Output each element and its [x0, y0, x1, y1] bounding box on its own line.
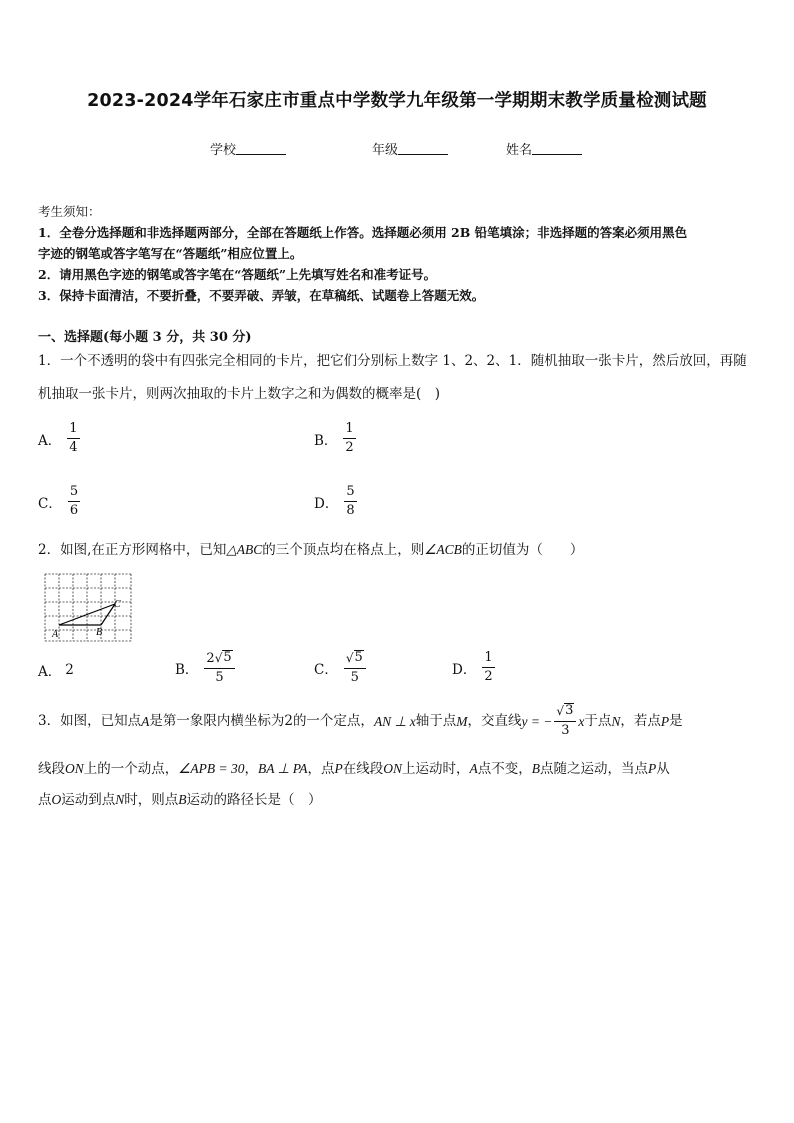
- option-label: B．: [175, 662, 199, 678]
- point-p: P: [648, 761, 657, 776]
- numerator: 1: [343, 421, 355, 439]
- triangle-abc: △ABC: [226, 542, 263, 557]
- vertex-label-a: A: [52, 629, 59, 640]
- q3-text: 轴于点: [415, 712, 457, 729]
- notice-item: 3．保持卡面清洁，不要折叠，不要弄破、弄皱，在草稿纸、试题卷上答题无效。: [38, 288, 485, 303]
- point-n: N: [115, 792, 125, 807]
- denominator: 3: [561, 723, 570, 738]
- fraction: [344, 484, 356, 519]
- angle-apb: ∠APB = 30: [178, 761, 245, 776]
- q2-option-d[interactable]: [452, 650, 495, 685]
- option-label: D．: [452, 661, 477, 678]
- numerator: [554, 703, 576, 722]
- q3-text: ，: [244, 761, 258, 777]
- radicand: 3: [565, 703, 574, 718]
- sqrt: √ 3: [556, 703, 574, 718]
- numerator: [344, 650, 366, 669]
- q3-text: 运动的路径长是（ ）: [186, 792, 322, 808]
- question-3-line-1: [38, 703, 760, 739]
- segment-on: ON: [383, 761, 402, 776]
- section-heading: 一、选择题(每小题 3 分，共 30 分): [38, 330, 252, 345]
- point-n: N: [611, 713, 621, 729]
- fraction: [204, 650, 234, 686]
- notice-item: 字迹的钢笔或答字笔写在“答题纸”相应位置上。: [38, 246, 303, 261]
- grade-blank[interactable]: [398, 142, 448, 155]
- denominator: 5: [350, 670, 359, 685]
- numerator: 5: [344, 484, 356, 502]
- grade-label: 年级: [372, 143, 399, 158]
- point-a: A: [469, 761, 478, 776]
- grade-field: [372, 139, 448, 158]
- vertex-label-b: B: [96, 627, 103, 638]
- numerator: 1: [67, 421, 79, 439]
- fraction: [68, 484, 80, 519]
- q2-text: 2．如图,在正方形网格中，已知: [38, 542, 227, 558]
- q1-option-d[interactable]: [314, 484, 357, 519]
- numerator: [204, 650, 234, 669]
- an-perp-x: AN ⊥ x: [373, 713, 416, 729]
- vertex-label-c: C: [114, 599, 121, 610]
- name-field: [506, 139, 582, 158]
- point-b: B: [178, 792, 187, 807]
- fraction: [482, 650, 494, 685]
- sqrt: √ 5: [345, 650, 363, 665]
- q3-number: 2: [284, 712, 293, 729]
- grid-figure: [44, 573, 134, 645]
- fraction: [343, 421, 355, 456]
- denominator: 2: [484, 669, 493, 684]
- q3-text: 上运动时，: [402, 761, 470, 777]
- angle-acb: ∠ACB: [424, 542, 462, 557]
- q3-text: 从: [656, 761, 670, 777]
- radicand: 5: [223, 650, 232, 665]
- fraction: [554, 703, 576, 739]
- q3-text: 的一个定点，: [292, 712, 374, 729]
- school-blank[interactable]: [236, 142, 286, 155]
- option-label: B．: [314, 432, 338, 449]
- q1-option-c[interactable]: [38, 484, 80, 519]
- q2-option-c[interactable]: [314, 650, 366, 686]
- q2-text: 的三个顶点均在格点上，则: [262, 542, 425, 558]
- fraction: [67, 421, 79, 456]
- ba-perp-pa: BA ⊥ PA: [257, 761, 308, 776]
- q3-text: ，若点: [620, 712, 661, 729]
- option-label: D．: [314, 495, 339, 512]
- q3-text: 点: [38, 792, 52, 808]
- name-label: 姓名: [506, 143, 533, 158]
- q3-text: 上的一个动点，: [83, 761, 179, 777]
- point-m: M: [456, 713, 468, 729]
- numerator: 5: [68, 484, 80, 502]
- school-label: 学校: [210, 143, 237, 158]
- exam-title: 2023-2024学年石家庄市重点中学数学九年级第一学期期末教学质量检测试题: [87, 91, 707, 111]
- question-1-line-1: 1．一个不透明的袋中有四张完全相同的卡片，把它们分别标上数字 1、2、2、1．随机抽取一张卡片，然后放回，再随: [38, 353, 747, 369]
- notice-block: [38, 201, 758, 306]
- q3-text: 点不变，: [477, 761, 532, 777]
- point-p: P: [334, 761, 343, 776]
- question-2-stem: [38, 535, 760, 565]
- option-label: C．: [314, 662, 338, 678]
- notice-item: 2．请用黑色字迹的钢笔或答字笔在“答题纸”上先填写姓名和准考证号。: [38, 267, 437, 282]
- q2-text: 的正切值为（ ）: [461, 542, 584, 558]
- q1-option-b[interactable]: [314, 421, 356, 456]
- point-a: A: [141, 713, 150, 729]
- coefficient: 2: [206, 651, 215, 666]
- q3-text: 3．如图，已知点: [38, 712, 142, 729]
- notice-heading: 考生须知：: [38, 204, 101, 219]
- q3-text: 运动到点: [61, 792, 116, 808]
- q3-text: ，交直线: [467, 712, 522, 729]
- denominator: 6: [69, 503, 79, 518]
- q3-text: 点随之运动，当点: [540, 761, 648, 777]
- denominator: 8: [346, 503, 355, 518]
- fraction: [344, 650, 366, 686]
- point-b: B: [531, 761, 540, 776]
- option-label: C．: [38, 495, 62, 512]
- option-label: A．: [38, 664, 62, 680]
- question-1-line-2: 机抽取一张卡片，则两次抽取的卡片上数字之和为偶数的概率是( ): [38, 386, 441, 402]
- question-3-line-2: [38, 754, 760, 784]
- question-3-line-3: [38, 785, 760, 815]
- denominator: 5: [215, 670, 224, 685]
- point-p: P: [660, 713, 670, 729]
- q3-text: 时，则点: [124, 792, 179, 808]
- q1-option-a[interactable]: [38, 421, 80, 456]
- option-label: A．: [38, 432, 62, 449]
- denominator: 4: [69, 440, 78, 455]
- q3-text: 在线段: [342, 761, 384, 777]
- q3-text: 是第一象限内横坐标为: [149, 712, 285, 729]
- numerator: 1: [482, 650, 494, 668]
- segment-on: ON: [65, 761, 84, 776]
- point-o: O: [51, 792, 62, 807]
- school-field: [210, 139, 286, 158]
- variable-x: x: [578, 713, 585, 729]
- q3-text: 于点: [584, 712, 612, 729]
- q3-text: ，点: [307, 761, 335, 777]
- q3-text: 是: [669, 712, 683, 729]
- notice-item: 1．全卷分选择题和非选择题两部分，全部在答题纸上作答。选择题必须用 2B 铅笔填涂；非选择题的答案必须用黑色: [38, 225, 688, 240]
- name-blank[interactable]: [532, 142, 582, 155]
- line-equation: y = −: [521, 713, 553, 729]
- q2-option-b[interactable]: [175, 650, 235, 686]
- option-value: 2: [65, 662, 74, 678]
- q3-text: 线段: [38, 761, 65, 777]
- sqrt: √ 5: [214, 650, 232, 665]
- radicand: 5: [354, 650, 363, 665]
- denominator: 2: [345, 440, 354, 455]
- q2-option-a[interactable]: [38, 660, 74, 680]
